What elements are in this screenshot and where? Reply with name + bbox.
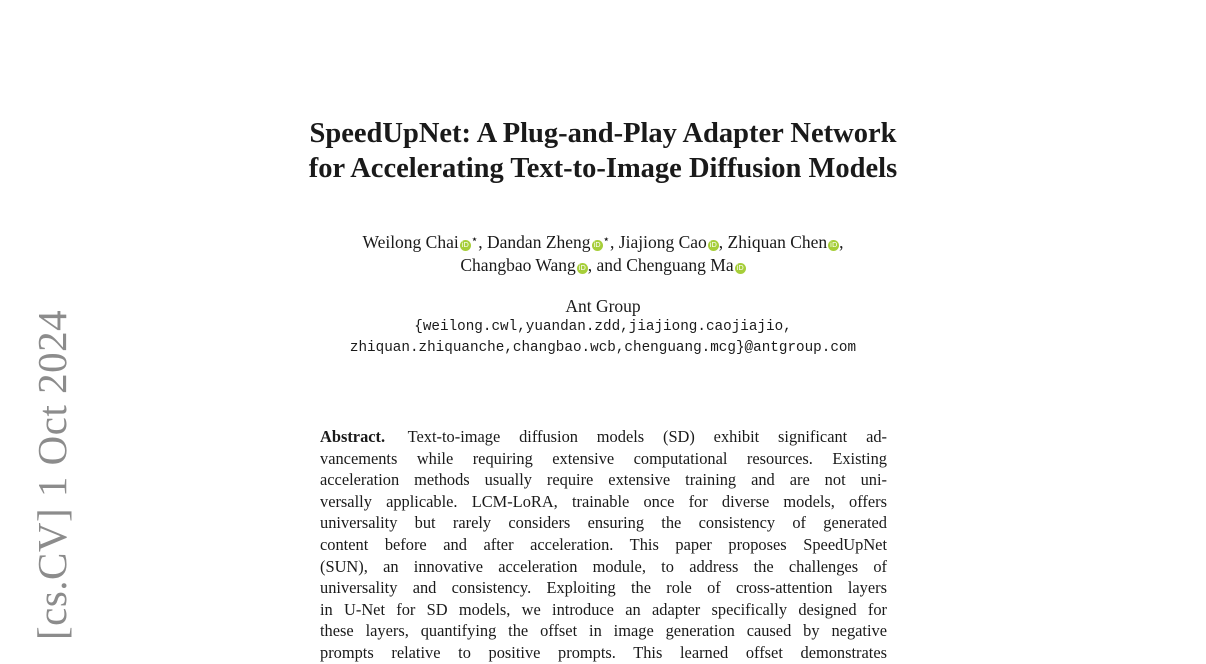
- abstract-line: vancements while requiring extensive computational resources. Existing: [320, 448, 887, 468]
- email-line-1: {weilong.cwl,yuandan.zdd,jiajiong.caojiajio,: [414, 319, 792, 335]
- abstract-line: Abstract. Text-to-image diffusion models (SD) exhibit significant ad-: [320, 427, 887, 446]
- abstract-line: universality but rarely considers ensuring the consistency of generated: [320, 513, 887, 533]
- title-line-2: for Accelerating Text-to-Image Diffusion Models: [308, 153, 898, 184]
- abstract-label: Abstract.: [320, 427, 386, 446]
- abstract-line: universality and consistency. Exploiting the role of cross-attention layers: [320, 578, 887, 598]
- orcid-icon[interactable]: iD: [578, 264, 586, 272]
- abstract-line: content before and after acceleration. This paper proposes SpeedUpNet: [320, 534, 887, 554]
- affiliation: Ant Group: [565, 296, 641, 316]
- orcid-icon[interactable]: iD: [736, 264, 744, 272]
- orcid-icon[interactable]: iD: [461, 241, 469, 249]
- abstract: [320, 426, 887, 664]
- author-4: Changbao Wang iD , and: [460, 255, 627, 275]
- author-list: [0, 228, 1206, 277]
- email-line-2: zhiquan.zhiquanche,changbao.wcb,chenguang.mcg}@antgroup.com: [349, 340, 857, 356]
- abstract-line: versally applicable. LCM-LoRA, trainable once for diverse models, offers: [320, 491, 887, 511]
- author-3: Zhiquan Chen iD ,: [727, 232, 844, 252]
- abstract-line: (SUN), an innovative acceleration module, to address the challenges of: [320, 556, 887, 576]
- abstract-line: acceleration methods usually require extensive training and are not uni-: [320, 470, 887, 490]
- paper-title: [0, 116, 1206, 186]
- orcid-icon[interactable]: iD: [593, 241, 601, 249]
- abstract-line: prompts relative to positive prompts. This learned offset demonstrates: [320, 642, 887, 662]
- arxiv-stamp: [cs.CV] 1 Oct 2024: [29, 309, 75, 640]
- orcid-icon[interactable]: iD: [709, 241, 717, 249]
- author-0: Weilong Chai iD ⋆,: [362, 232, 488, 252]
- equal-contribution-star: ⋆: [470, 232, 479, 246]
- author-5: Chenguang Ma iD: [626, 255, 744, 275]
- abstract-line: in U-Net for SD models, we introduce an adapter specifically designed for: [320, 599, 887, 619]
- equal-contribution-star: ⋆: [602, 232, 611, 246]
- abstract-line: these layers, quantifying the offset in image generation caused by negative: [320, 621, 887, 641]
- title-line-1: SpeedUpNet: A Plug-and-Play Adapter Network: [309, 118, 897, 149]
- author-1: Dandan Zheng iD ⋆,: [487, 232, 619, 252]
- orcid-icon[interactable]: iD: [830, 241, 838, 249]
- email-list: [0, 317, 1206, 359]
- author-2: Jiajiong Cao iD ,: [618, 232, 728, 252]
